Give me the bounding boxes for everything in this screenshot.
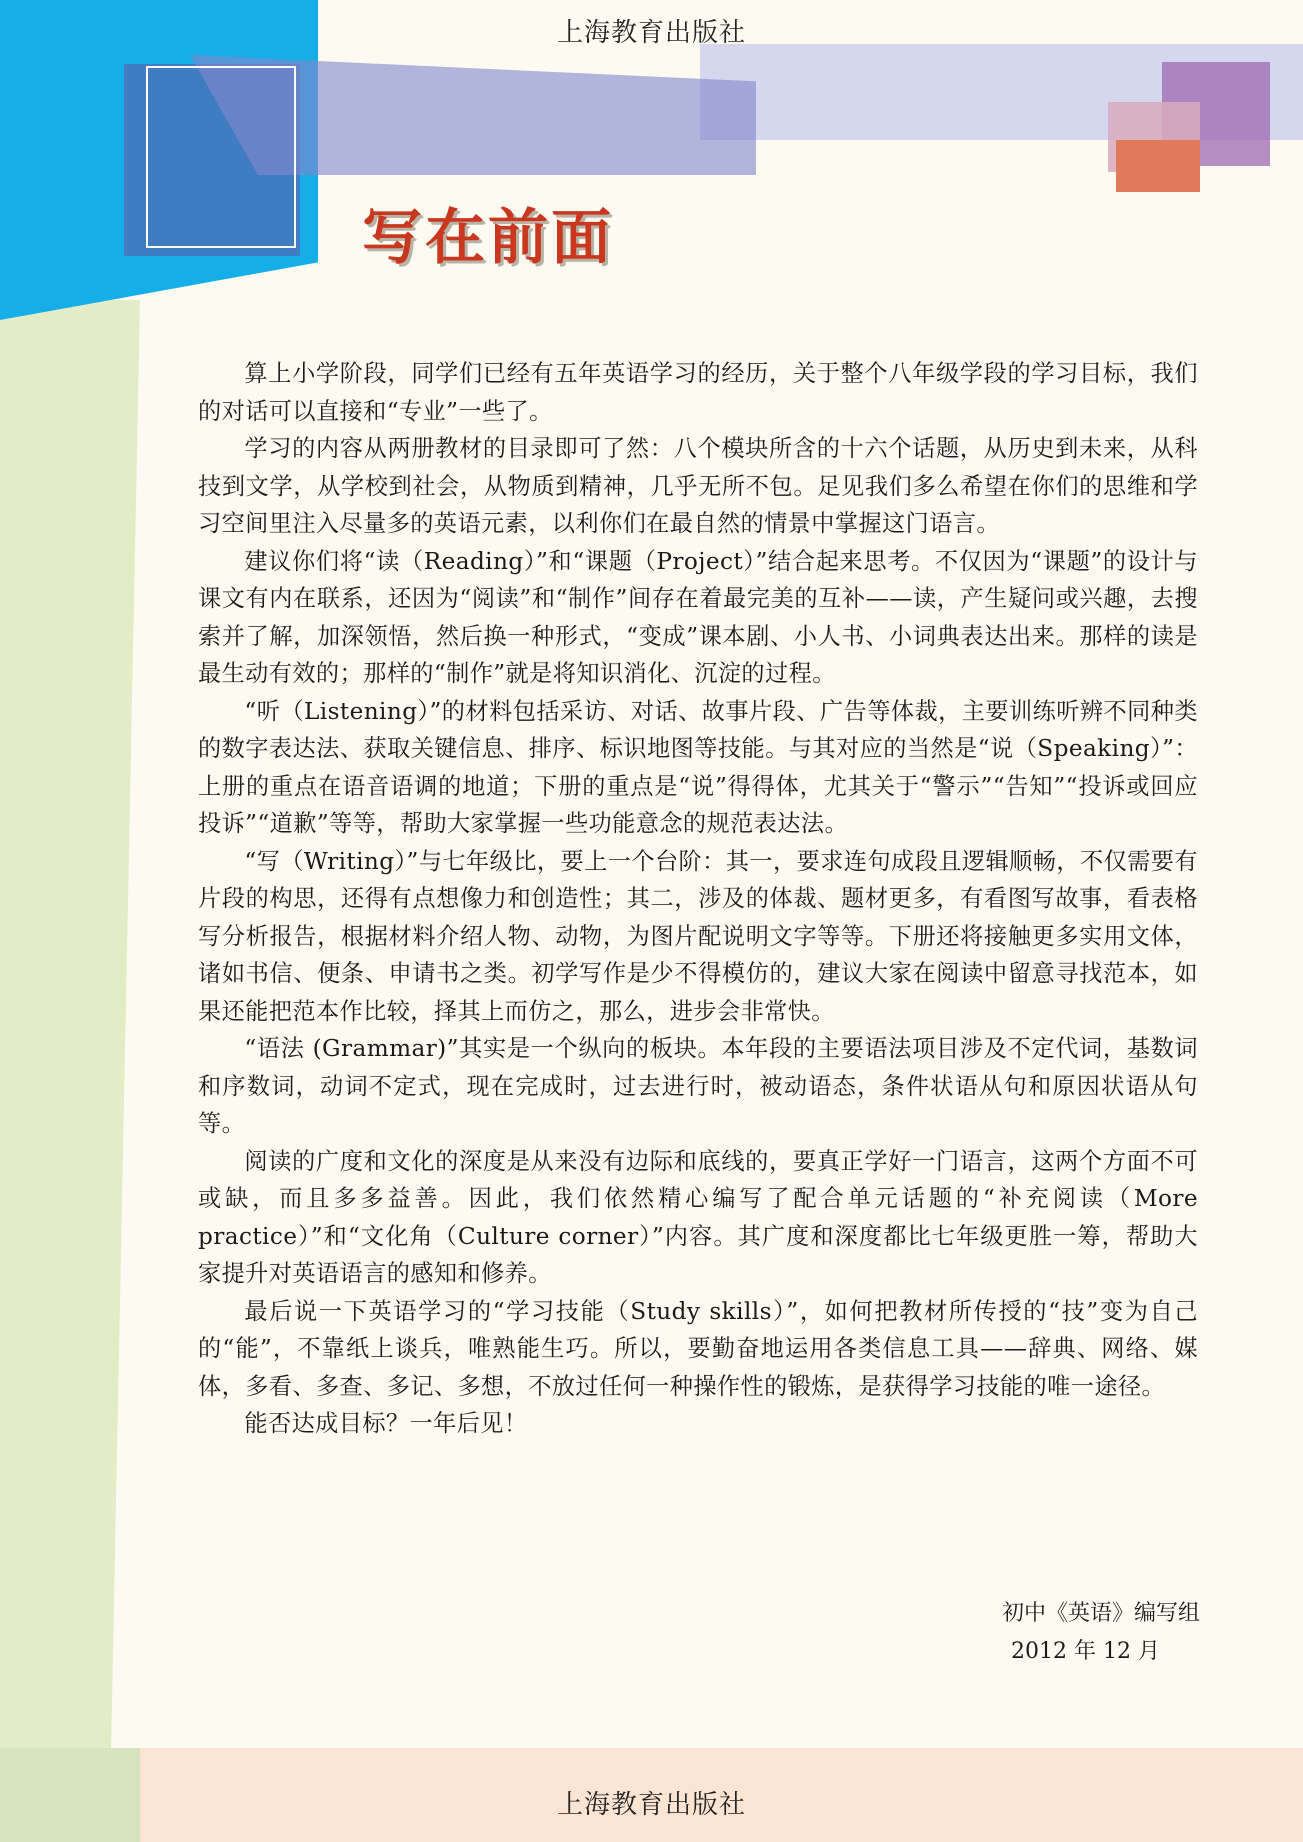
green-side-strip: [0, 300, 140, 1842]
publisher-footer: 上海教育出版社: [556, 1790, 746, 1820]
signature-author: 初中《英语》编写组: [1001, 1601, 1200, 1626]
paragraph: “听（Listening）”的材料包括采访、对话、故事片段、广告等体裁，主要训练听辨不同种类的数字表达法、获取关键信息、排序、标识地图等技能。与其对应的当然是“说（Speaking）”：上册的重点在语音语调的地道；下册的重点是“说”得得体，尤其关于“警示”“告知”“投诉或回应投诉”“道歉”等等，帮助大家掌握一些功能意念的规范表达法。: [198, 697, 1198, 837]
white-frame: [146, 66, 296, 248]
paragraph: 算上小学阶段，同学们已经有五年英语学习的经历，关于整个八年级学段的学习目标，我们的对话可以直接和“专业”一些了。: [198, 360, 1198, 425]
body-text: [198, 355, 1198, 1443]
orange-square: [1116, 140, 1200, 192]
paragraph: “写（Writing）”与七年级比，要上一个台阶：其一，要求连句成段且逻辑顺畅，不仅需要有片段的构思，还得有点想像力和创造性；其二，涉及的体裁、题材更多，有看图写故事，看表格写分析报告，根据材料介绍人物、动物，为图片配说明文字等等。下册还将接触更多实用文体，诸如书信、便条、申请书之类。初学写作是少不得模仿的，建议大家在阅读中留意寻找范本，如果还能把范本作比较，择其上而仿之，那么，进步会非常快。: [198, 847, 1198, 1025]
signature-date: 2012 年 12 月: [1011, 1639, 1160, 1664]
paragraph: 阅读的广度和文化的深度是从来没有边际和底线的，要真正学好一门语言，这两个方面不可或缺，而且多多益善。因此，我们依然精心编写了配合单元话题的“补充阅读（More practice）”和“文化角（Culture corner）”内容。其广度和深度都比七年级更胜一筹，帮助大家提升对英语语言的感知和修养。: [198, 1147, 1198, 1287]
signature: [860, 1595, 1200, 1671]
paragraph: 能否达成目标？一年后见！: [244, 1410, 528, 1437]
paragraph: 建议你们将“读（Reading）”和“课题（Project）”结合起来思考。不仅因为“课题”的设计与课文有内在联系，还因为“阅读”和“制作”间存在着最完美的互补——读，产生疑问或兴趣，去搜索并了解，加深领悟，然后换一种形式，“变成”课本剧、小人书、小词典表达出来。那样的读是最生动有效的；那样的“制作”就是将知识消化、沉淀的过程。: [198, 547, 1198, 687]
paragraph: 学习的内容从两册教材的目录即可了然：八个模块所含的十六个话题，从历史到未来，从科技到文学，从学校到社会，从物质到精神，几乎无所不包。足见我们多么希望在你们的思维和学习空间里注入尽量多的英语元素，以利你们在最自然的情景中掌握这门语言。: [198, 435, 1198, 537]
paragraph: 最后说一下英语学习的“学习技能（Study skills）”，如何把教材所传授的“技”变为自己的“能”，不靠纸上谈兵，唯熟能生巧。所以，要勤奋地运用各类信息工具——辞典、网络、媒体，多看、多查、多记、多想，不放过任何一种操作性的锻炼，是获得学习技能的唯一途径。: [198, 1297, 1198, 1400]
page-title: 写在前面: [362, 203, 614, 273]
publisher-header: 上海教育出版社: [556, 18, 746, 48]
paragraph: “语法 (Grammar)”其实是一个纵向的板块。本年段的主要语法项目涉及不定代词，基数词和序数词，动词不定式，现在完成时，过去进行时，被动语态，条件状语从句和原因状语从句等。: [198, 1035, 1198, 1137]
